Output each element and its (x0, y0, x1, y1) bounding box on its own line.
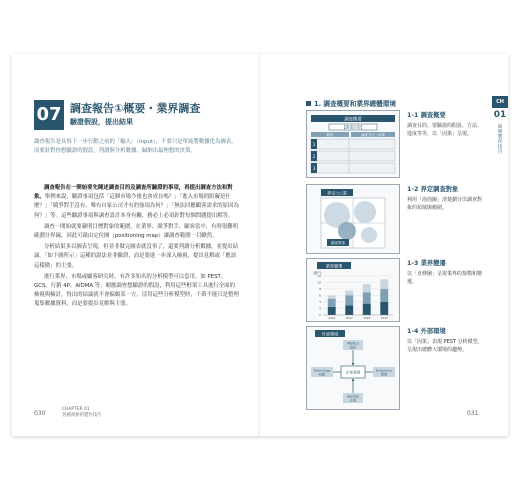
outline-row-number: 2 (312, 154, 316, 159)
tab-vertical-label: 商務製作技巧 (497, 125, 503, 155)
bar-y-tick-label: 10 (317, 280, 321, 285)
bar-y-tick-label: 4 (319, 300, 321, 305)
bar-x-tick-label: 2019 (380, 316, 388, 320)
subsection-4 (407, 326, 485, 354)
bar-segment (328, 296, 336, 299)
bar-segment (363, 284, 371, 292)
bubble-title: 界定○○業 (327, 190, 347, 196)
bar-segment (328, 307, 336, 315)
paragraph-lead: 調查報告在一開始要先陳述調查目的及調查所驗證的事項，再提出調查方法和對象。 (34, 185, 233, 201)
bar-chart-title: 業界變遷 (325, 263, 343, 269)
outline-col2-label: 調查方法・結果 (361, 133, 385, 137)
bar-segment (380, 289, 388, 302)
paragraph-text: 調查一開始就要載明目標對象的範圍。在業界、競爭對手、顧客當中，有時很難明確劃分界線，因此可藉由定位圖（positioning map）讓調查範圍一目瞭然。 (34, 223, 239, 240)
subsection-title: 1-4 外部環境 (407, 328, 446, 335)
outline-purpose: 【調查目的】 (341, 124, 365, 130)
paragraph-2 (34, 223, 239, 241)
outline-row-number: 3 (312, 166, 316, 171)
bar-y-tick-label: 8 (319, 287, 321, 292)
bar-segment (363, 304, 371, 315)
bar-chart-svg (307, 259, 399, 321)
paragraph-text: 進行業界、市場或顧客研究時，有許多知名的分析模型可以套用，如 PEST、GCS、行銷 4P、AIDMA 等。順應調查想驗證的假設，利用這些框架工具進行全面的檢視與檢討，得出的結論就不會偏頗某一方。活用這些分析模型時，千萬不能只是整理蒐集數據資料，而是要提出見解與主張。 (34, 273, 239, 308)
bar-chart-unit: （億円） (311, 271, 324, 275)
subsection-title: 1-3 業界變遷 (407, 260, 446, 267)
pest-society-zh: 社會 (349, 398, 357, 403)
bar-segment (345, 291, 353, 296)
outline-row-3 (311, 163, 395, 173)
footer-chapter: CHAPTER 01 (62, 407, 90, 412)
bar-x-tick-label: 2017 (345, 316, 353, 320)
bar-segment (345, 305, 353, 315)
bar-y-tick-label: 12 (317, 274, 321, 279)
chapter-intro: 調查報告是具察下一步行動之前的「輸入」（input），不要只是單純將數據化為圖表，而要針對你想驗證的假設，判讀與分析數據，歸納出最理想的決策。 (34, 139, 237, 154)
tab-ch-label: CH (492, 96, 508, 108)
subsection-desc: 利用「泡泡圖」清楚劃分出調查對象的領域與範圍。 (407, 197, 483, 211)
pest-title: 外部環境 (321, 331, 339, 337)
figure-survey-outline (306, 110, 400, 178)
subsection-1 (407, 110, 485, 138)
bar-segment (380, 302, 388, 315)
paragraph-3 (34, 243, 239, 271)
section-header-text: 1. 調查概要和業界總體環境 (314, 100, 396, 108)
bubble-4 (361, 227, 377, 243)
body-text (34, 184, 239, 312)
outline-title: 調查概要 (344, 117, 362, 123)
bar-segment (363, 292, 371, 303)
bar-segment (380, 279, 388, 289)
bar-y-tick-label: 0 (319, 313, 321, 318)
square-bullet-icon (306, 101, 311, 106)
bar-x-tick-label: 2018 (363, 316, 371, 320)
bubble-chart-svg (307, 185, 399, 253)
page-number-right: 031 (467, 410, 479, 417)
subsection-3 (407, 258, 485, 286)
paragraph-text: 舉例來說，驗證事項包括「這個市場今後也會成長嗎？」「進入市場的阻礙是什麼？」「競爭對手沒有、唯有自家公司才有的強項為何？」「無法回應顧客需求的原因為何？」等。這些驗證事項與調查設計本身有關，務必上必須針對每個問題提出解答。 (34, 194, 239, 219)
subsection-desc: 調查目的、要驗證的假設、方法、進度等等，以「因果」呈現。 (407, 123, 483, 137)
chapter-subtitle: 驗證假設，提出結果 (70, 118, 133, 126)
outline-row-number: 1 (312, 142, 316, 147)
pest-politics-en: Politics (347, 341, 359, 346)
bar-y-tick-label: 2 (319, 306, 321, 311)
bar-x-tick-label: 2016 (328, 316, 336, 320)
bubble-target-label: 調查對象 (330, 241, 346, 245)
bar-segment (345, 296, 353, 306)
page-number-left: 030 (34, 410, 46, 417)
right-page (261, 54, 508, 436)
paragraph-4 (34, 273, 239, 310)
subsection-desc: 以「直條圖」呈現業界的規模和變遷。 (407, 271, 483, 285)
pest-politics-zh: 政治 (349, 345, 357, 350)
survey-outline-svg (307, 111, 399, 177)
pest-economics-zh: 經濟 (380, 372, 388, 377)
outline-row-1 (311, 139, 395, 149)
section-header (306, 98, 396, 108)
chapter-number-badge: 07 (34, 100, 64, 130)
subsection-2 (407, 184, 485, 212)
figure-bubble-chart (306, 184, 400, 254)
bubble-3 (338, 222, 356, 240)
subsection-desc: 以「因果」表現 PEST 分析模型，呈現出總體大環境的趨勢。 (407, 339, 483, 353)
bubble-2 (354, 201, 376, 223)
paragraph-1 (34, 184, 239, 221)
footer-title: 各種商務的製作技巧 (62, 413, 102, 418)
paragraph-text: 分析結果多以圖表呈現，但並非做完圖表就沒事了，還要判讀分析數據，並提出結論。「如下圖所示」這種的說法並非驗證，而是要進一步深入檢視，提出見解或「應該這樣做」的主張。 (34, 244, 239, 269)
figure-bar-chart (306, 258, 400, 322)
book-spread (12, 54, 508, 436)
tab-chapter-number: 01 (493, 110, 507, 120)
pest-society-en: Society (347, 394, 359, 399)
figure-pest-diagram (306, 326, 400, 410)
footer-chapter-label (62, 407, 102, 419)
outline-row-2 (311, 151, 395, 161)
subsection-title: 1-2 界定調查對象 (407, 186, 459, 193)
bar-segment (328, 299, 336, 307)
pest-technology-zh: 技術 (318, 372, 326, 377)
chapter-tab (492, 96, 508, 156)
pest-economics-en: Economics (375, 368, 393, 373)
bar-y-tick-label: 6 (319, 293, 321, 298)
pest-diagram-svg (307, 327, 399, 409)
outline-col1-label: 假設 (326, 133, 334, 137)
pest-center: 企業業績 (345, 370, 361, 375)
left-page (12, 54, 259, 436)
pest-technology-en: Technology (313, 368, 331, 373)
subsection-title: 1-1 調查概要 (407, 112, 446, 119)
chapter-title: 調查報告①概要・業界調查 (70, 102, 201, 115)
